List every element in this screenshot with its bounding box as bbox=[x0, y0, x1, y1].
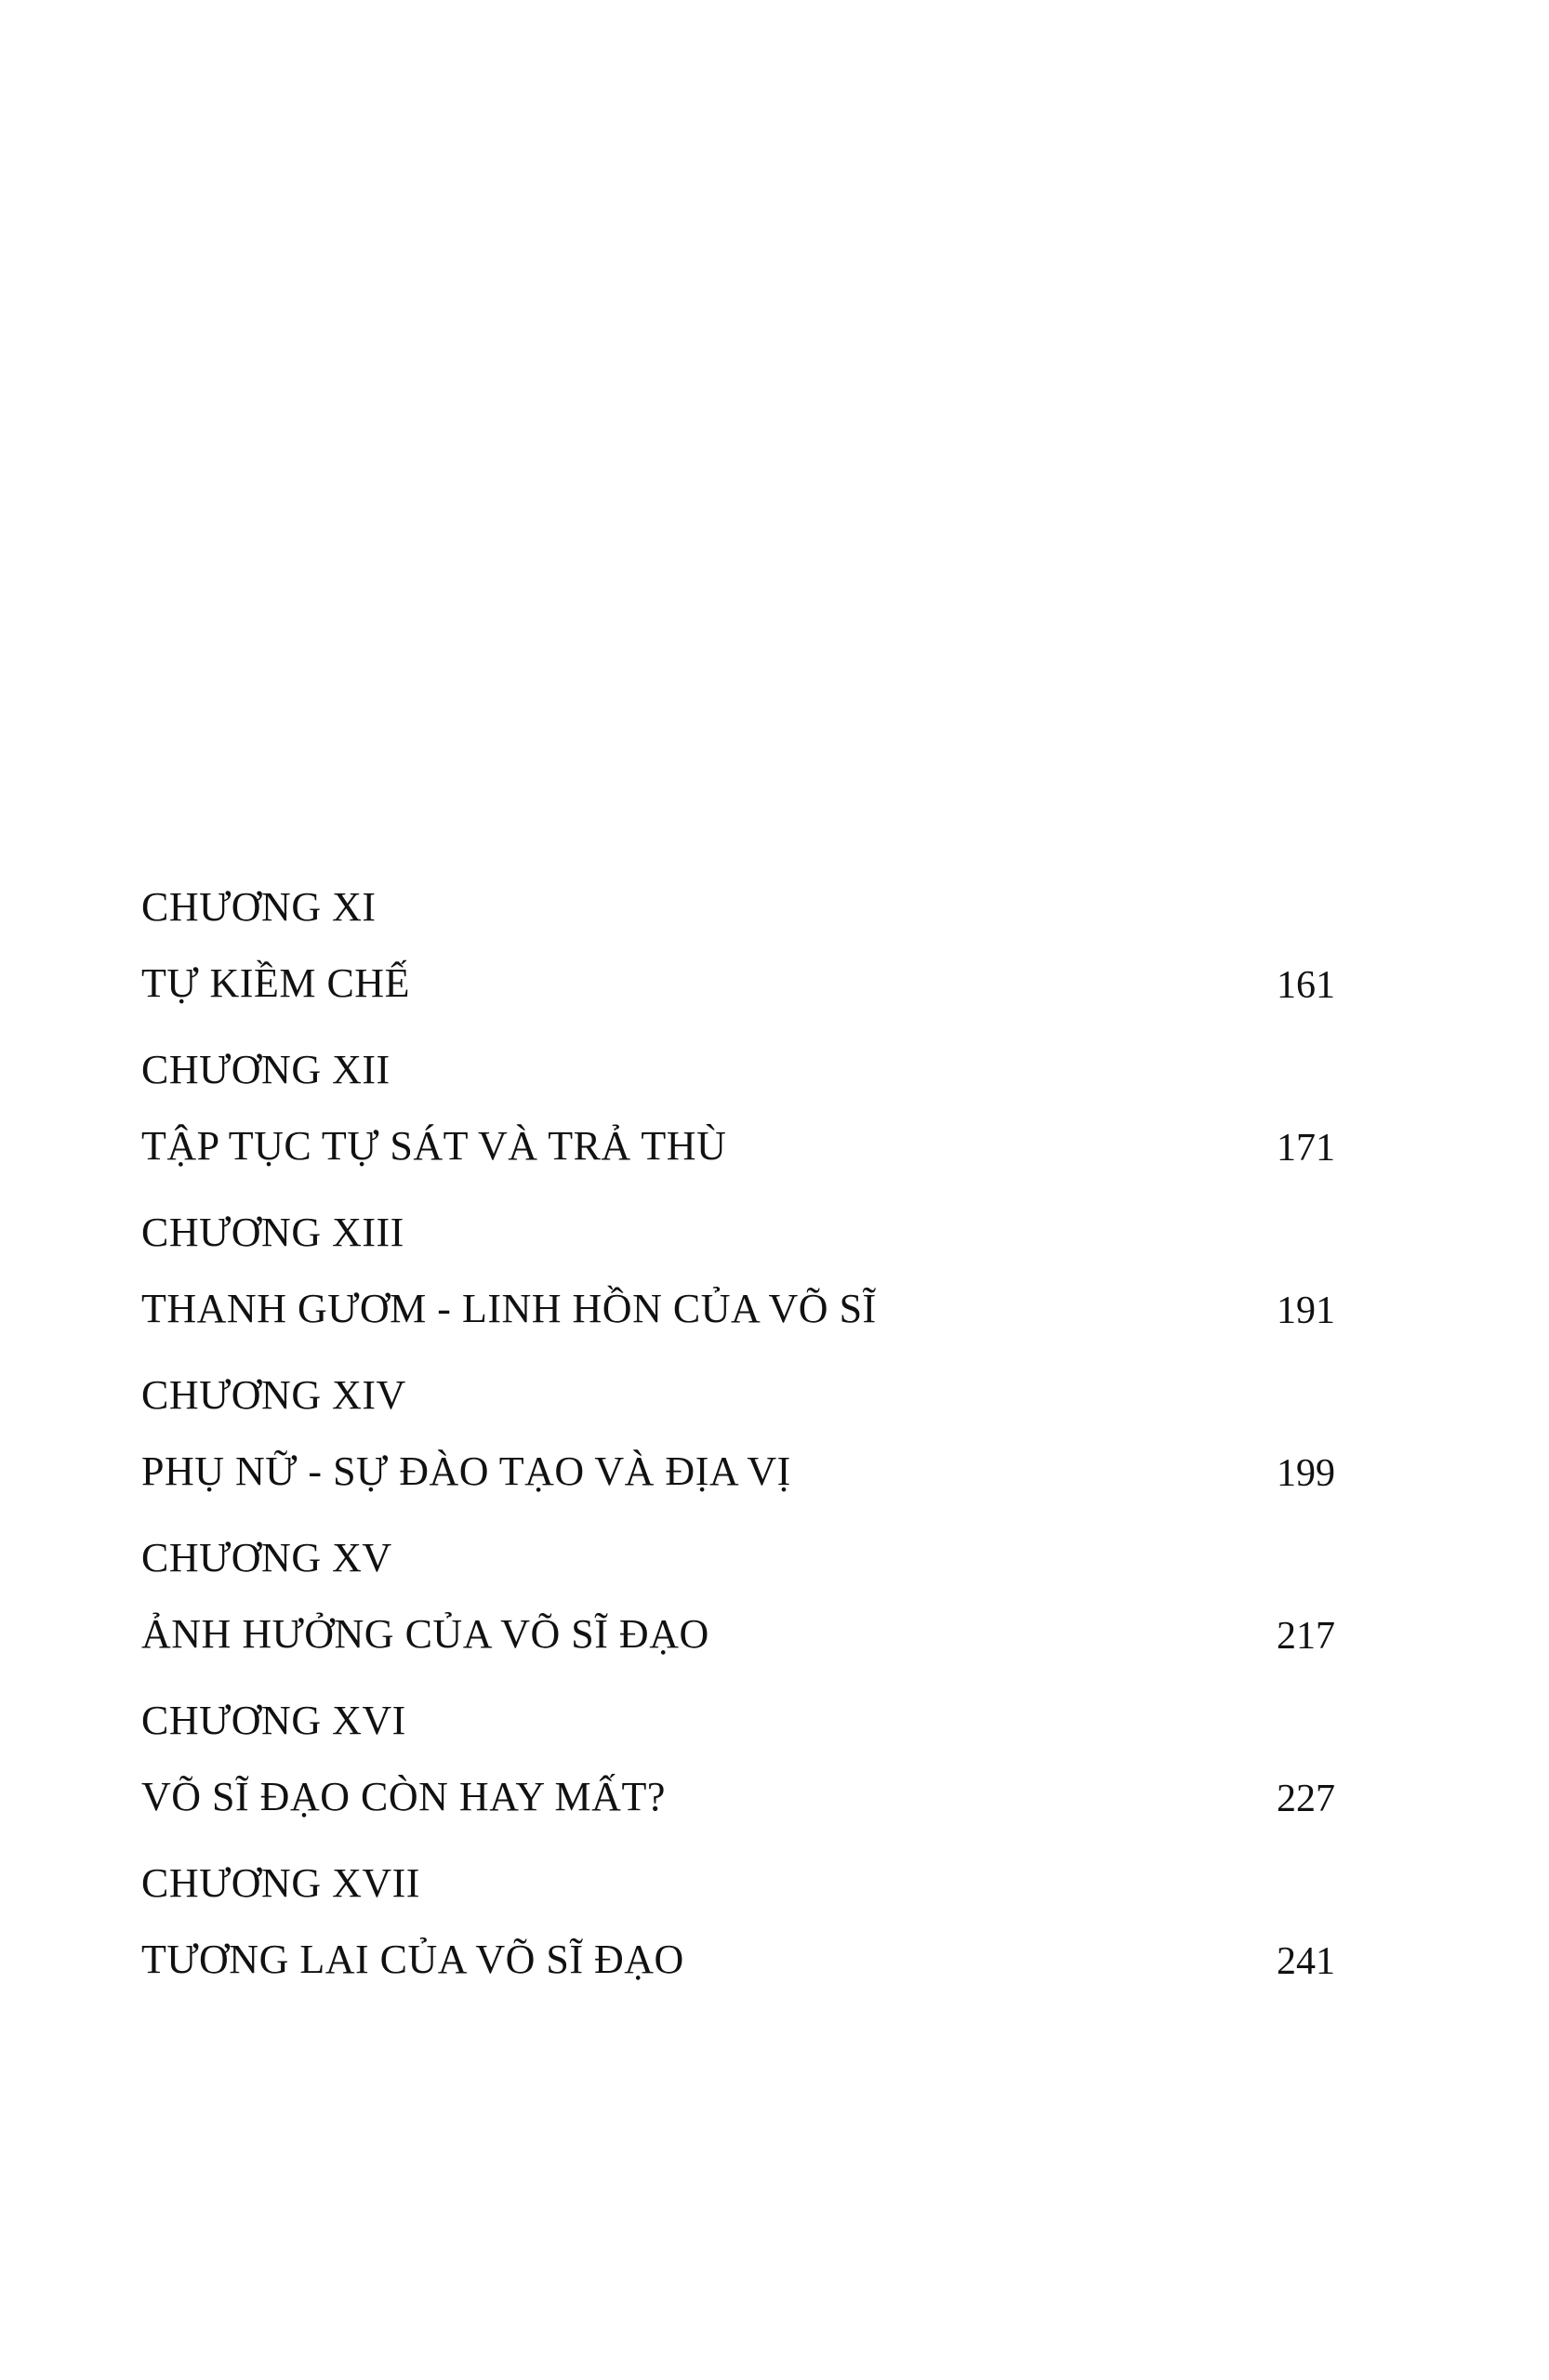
toc-entry-chapter-17 bbox=[141, 1858, 1350, 2020]
toc-entry-chapter-14 bbox=[141, 1369, 1350, 1532]
chapter-label: CHƯƠNG XV bbox=[141, 1535, 392, 1580]
toc-entry-chapter-15 bbox=[141, 1532, 1350, 1695]
chapter-label: CHƯƠNG XVII bbox=[141, 1860, 420, 1906]
page-number: 241 bbox=[1277, 1940, 1335, 1983]
toc-entry-chapter-13 bbox=[141, 1207, 1350, 1369]
chapter-label: CHƯƠNG XI bbox=[141, 884, 377, 930]
chapter-title: VÕ SĨ ĐẠO CÒN HAY MẤT? bbox=[141, 1774, 666, 1819]
page-number: 161 bbox=[1277, 964, 1335, 1007]
chapter-label: CHƯƠNG XIV bbox=[141, 1372, 406, 1418]
table-of-contents bbox=[141, 881, 1350, 2020]
chapter-title: TẬP TỤC TỰ SÁT VÀ TRẢ THÙ bbox=[141, 1123, 727, 1169]
chapter-label: CHƯƠNG XII bbox=[141, 1047, 391, 1092]
toc-entry-chapter-12 bbox=[141, 1044, 1350, 1207]
chapter-title: TƯƠNG LAI CỦA VÕ SĨ ĐẠO bbox=[141, 1937, 684, 1982]
chapter-label: CHƯƠNG XIII bbox=[141, 1210, 404, 1255]
chapter-title: ẢNH HƯỞNG CỦA VÕ SĨ ĐẠO bbox=[141, 1611, 709, 1657]
page-number: 199 bbox=[1277, 1452, 1335, 1495]
page-number: 217 bbox=[1277, 1615, 1335, 1658]
chapter-label: CHƯƠNG XVI bbox=[141, 1698, 406, 1743]
chapter-title: THANH GƯƠM - LINH HỒN CỦA VÕ SĨ bbox=[141, 1286, 877, 1331]
chapter-title: PHỤ NỮ - SỰ ĐÀO TẠO VÀ ĐỊA VỊ bbox=[141, 1448, 791, 1494]
toc-entry-chapter-16 bbox=[141, 1695, 1350, 1858]
chapter-title: TỰ KIỀM CHẾ bbox=[141, 960, 410, 1006]
toc-entry-chapter-11 bbox=[141, 881, 1350, 1044]
page-number: 227 bbox=[1277, 1778, 1335, 1820]
page-number: 191 bbox=[1277, 1289, 1335, 1332]
page-number: 171 bbox=[1277, 1127, 1335, 1170]
